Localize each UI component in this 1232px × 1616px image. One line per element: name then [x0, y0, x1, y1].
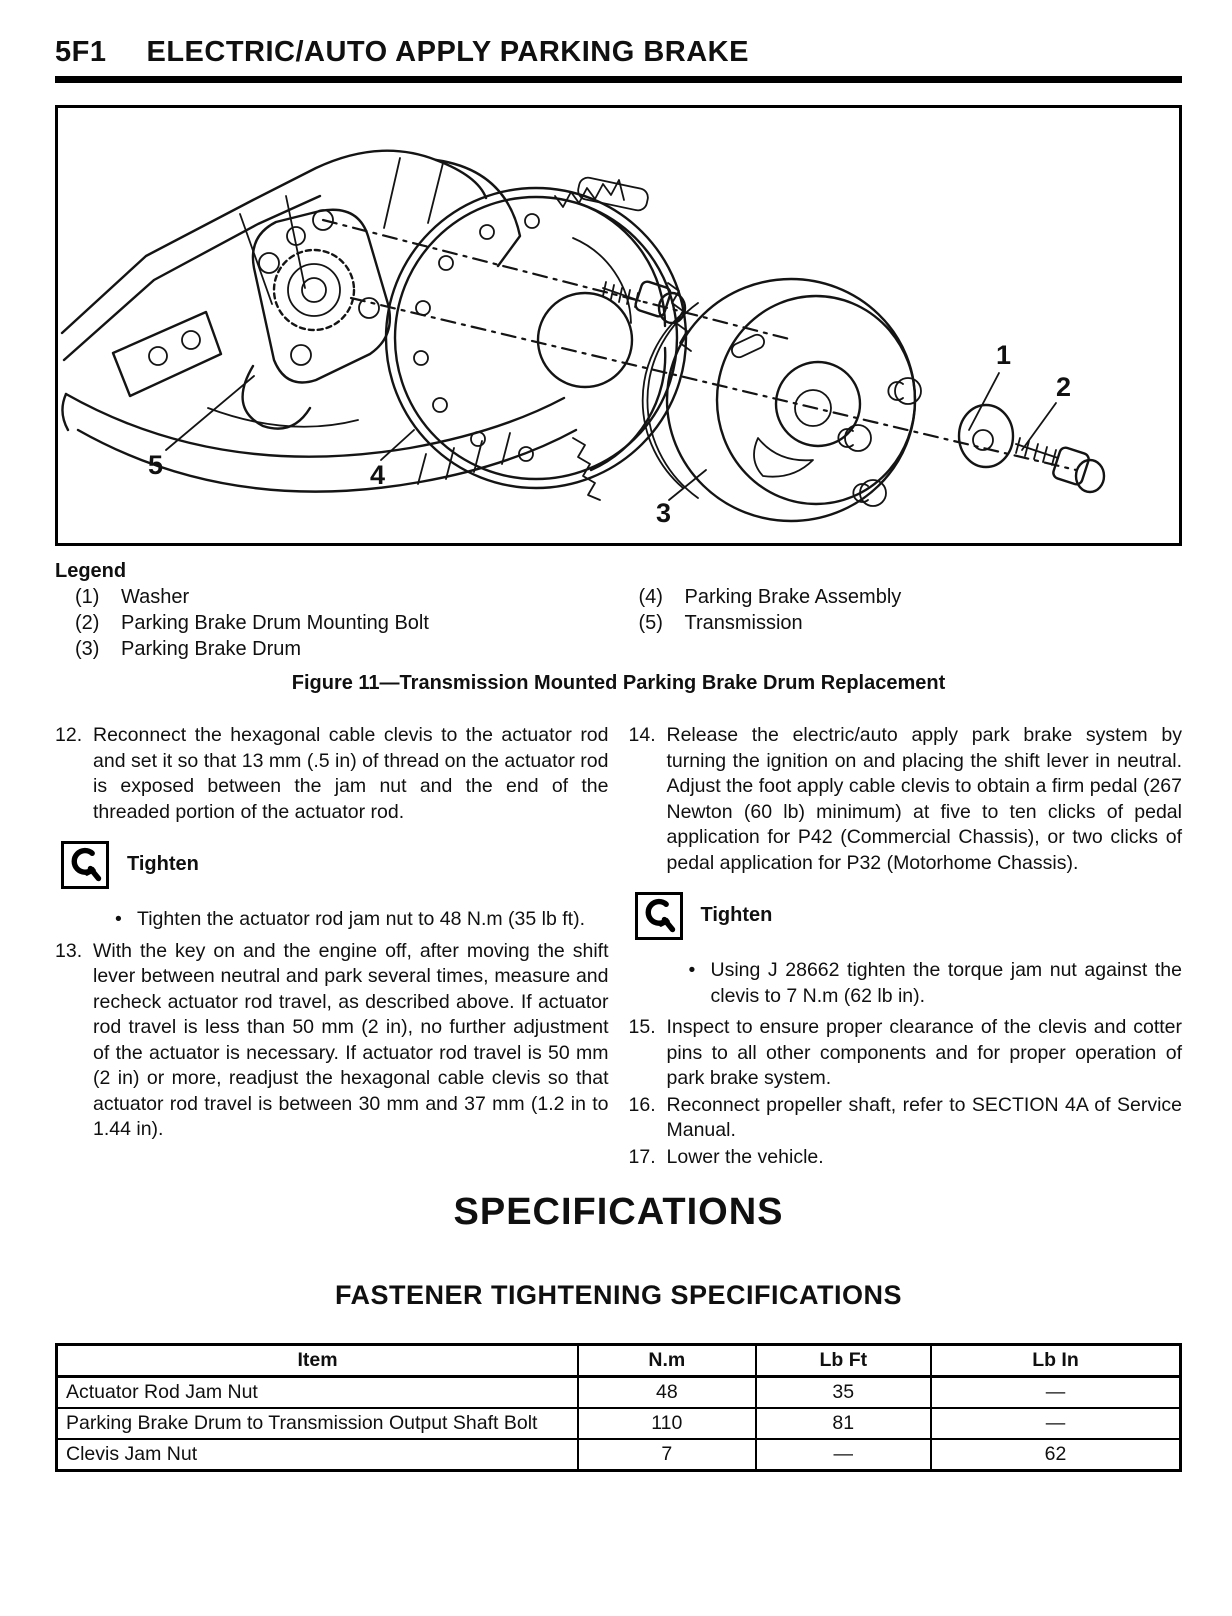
legend-title: Legend — [55, 560, 127, 582]
page-title: ELECTRIC/AUTO APPLY PARKING BRAKE — [146, 36, 749, 68]
right-column — [629, 723, 1183, 1171]
legend-right-column — [619, 584, 1183, 662]
legend-item — [639, 584, 1183, 610]
cell-lbin: 62 — [931, 1439, 1181, 1471]
step-text: Release the electric/auto apply park brake system by turning the ignition on and placing the shift lever in neutral. Adjust the foot apply cable clevis to obtain a firm pedal (267 Newton (60 lb) minimum) at five to ten clicks of pedal application for P42 (Commercial Chassis), or two clicks of pedal application for P32 (Motorhome Chassis). — [666, 724, 1182, 874]
tighten-block-1 — [61, 841, 609, 889]
cell-item: Actuator Rod Jam Nut — [57, 1377, 579, 1409]
step-text: Lower the vehicle. — [666, 1145, 824, 1168]
section-code: 5F1 — [55, 36, 107, 68]
callout-2-label: 2 — [1056, 372, 1072, 402]
cell-lbft: — — [756, 1439, 931, 1471]
legend-item-label: Parking Brake Assembly — [684, 586, 902, 608]
callout-3-label: 3 — [656, 498, 672, 528]
legend-item — [75, 584, 619, 610]
step-14 — [629, 723, 1183, 876]
step-15 — [629, 1015, 1183, 1092]
bolt-drawing — [1016, 438, 1104, 492]
cell-nm: 110 — [578, 1408, 756, 1439]
step-number: 13. — [55, 939, 83, 962]
tighten-block-2 — [635, 892, 1183, 940]
legend-item-label: Transmission — [684, 612, 803, 634]
cell-lbin: — — [931, 1408, 1181, 1439]
col-header-lbft: Lb Ft — [756, 1345, 931, 1377]
table-row — [57, 1439, 1181, 1471]
bullet-icon: • — [688, 959, 696, 981]
fastener-specs-heading: FASTENER TIGHTENING SPECIFICATIONS — [334, 1280, 903, 1310]
legend-item-number: (1) — [75, 586, 100, 608]
parking-brake-assembly-drawing — [386, 176, 691, 500]
cell-nm: 48 — [578, 1377, 756, 1409]
cell-lbft: 81 — [756, 1408, 931, 1439]
legend-item-label: Parking Brake Drum Mounting Bolt — [121, 612, 429, 634]
step-number: 14. — [628, 724, 656, 746]
tighten-bullet-1 — [115, 907, 609, 933]
legend-item-number: (2) — [75, 612, 100, 634]
step-number: 17. — [628, 1145, 656, 1168]
legend-item — [75, 636, 619, 662]
specifications-heading: SPECIFICATIONS — [453, 1191, 784, 1233]
col-header-nm: N.m — [578, 1345, 756, 1377]
table-row — [57, 1408, 1181, 1439]
callout-5-label: 5 — [148, 450, 164, 480]
tighten-label: Tighten — [127, 853, 199, 876]
step-16 — [629, 1093, 1183, 1144]
legend-item-number: (5) — [638, 612, 663, 634]
exploded-view-drawing — [58, 108, 1179, 544]
step-text: Reconnect the hexagonal cable clevis to the actuator rod and set it so that 13 mm (.5 in) of thread on the actuator rod is exposed between the jam nut and the end of the threaded portion of the actuator rod. — [93, 724, 609, 823]
step-text: Reconnect propeller shaft, refer to SECTION 4A of Service Manual. — [666, 1093, 1182, 1141]
legend-left-column — [55, 584, 619, 662]
col-header-item: Item — [57, 1345, 579, 1377]
legend-item-label: Washer — [121, 586, 190, 608]
callout-5 — [148, 376, 254, 480]
cell-item: Clevis Jam Nut — [57, 1439, 579, 1471]
tighten-icon — [635, 892, 683, 940]
bullet-text: Using J 28662 tighten the torque jam nut against the clevis to 7 N.m (62 lb in). — [710, 959, 1182, 1007]
step-text: With the key on and the engine off, after moving the shift lever between neutral and park several times, measure and recheck actuator rod travel, as described above. If actuator rod travel is less than 50 mm (2 in), no further adjustment of the actuator is necessary. If actuator rod travel is 50 mm (2 in) or more, readjust the hexagonal cable clevis so that actuator rod travel is between 30 mm and 37 mm (1.2 in to 1.44 in). — [93, 939, 609, 1140]
washer-drawing — [959, 405, 1013, 467]
bullet-text: Tighten the actuator rod jam nut to 48 N.m (35 lb ft). — [137, 908, 585, 930]
legend-item-number: (4) — [638, 586, 663, 608]
fastener-spec-table — [55, 1343, 1182, 1472]
figure-caption: Figure 11—Transmission Mounted Parking Brake Drum Replacement — [291, 672, 946, 694]
legend-item — [75, 610, 619, 636]
left-column — [55, 723, 609, 1171]
step-12 — [55, 723, 609, 825]
cell-lbin: — — [931, 1377, 1181, 1409]
legend-item-number: (3) — [75, 638, 100, 660]
col-header-lbin: Lb In — [931, 1345, 1181, 1377]
cell-lbft: 35 — [756, 1377, 931, 1409]
callout-1-label: 1 — [996, 340, 1012, 370]
page-header — [55, 36, 1182, 69]
callout-2 — [1022, 372, 1071, 450]
callout-1 — [969, 340, 1011, 430]
step-13 — [55, 939, 609, 1143]
tighten-label: Tighten — [700, 904, 773, 927]
step-number: 12. — [55, 724, 83, 746]
step-number: 15. — [628, 1016, 656, 1038]
figure-11-diagram — [55, 105, 1182, 546]
callout-4 — [370, 430, 414, 490]
step-number: 16. — [628, 1093, 656, 1116]
legend-item-label: Parking Brake Drum — [121, 638, 302, 660]
step-17 — [629, 1145, 1183, 1171]
legend-item — [639, 610, 1183, 636]
legend — [55, 558, 1182, 662]
cell-item: Parking Brake Drum to Transmission Output Shaft Bolt — [57, 1408, 579, 1439]
cell-nm: 7 — [578, 1439, 756, 1471]
header-rule — [55, 76, 1182, 83]
tighten-icon — [61, 841, 109, 889]
callout-4-label: 4 — [370, 460, 386, 490]
step-text: Inspect to ensure proper clearance of the clevis and cotter pins to all other components and for proper operation of park brake system. — [666, 1016, 1182, 1089]
center-lines — [323, 220, 1076, 470]
table-row — [57, 1377, 1181, 1409]
table-header-row — [57, 1345, 1181, 1377]
callout-3 — [656, 470, 706, 528]
bullet-icon: • — [115, 908, 122, 930]
tighten-bullet-2 — [689, 958, 1183, 1009]
